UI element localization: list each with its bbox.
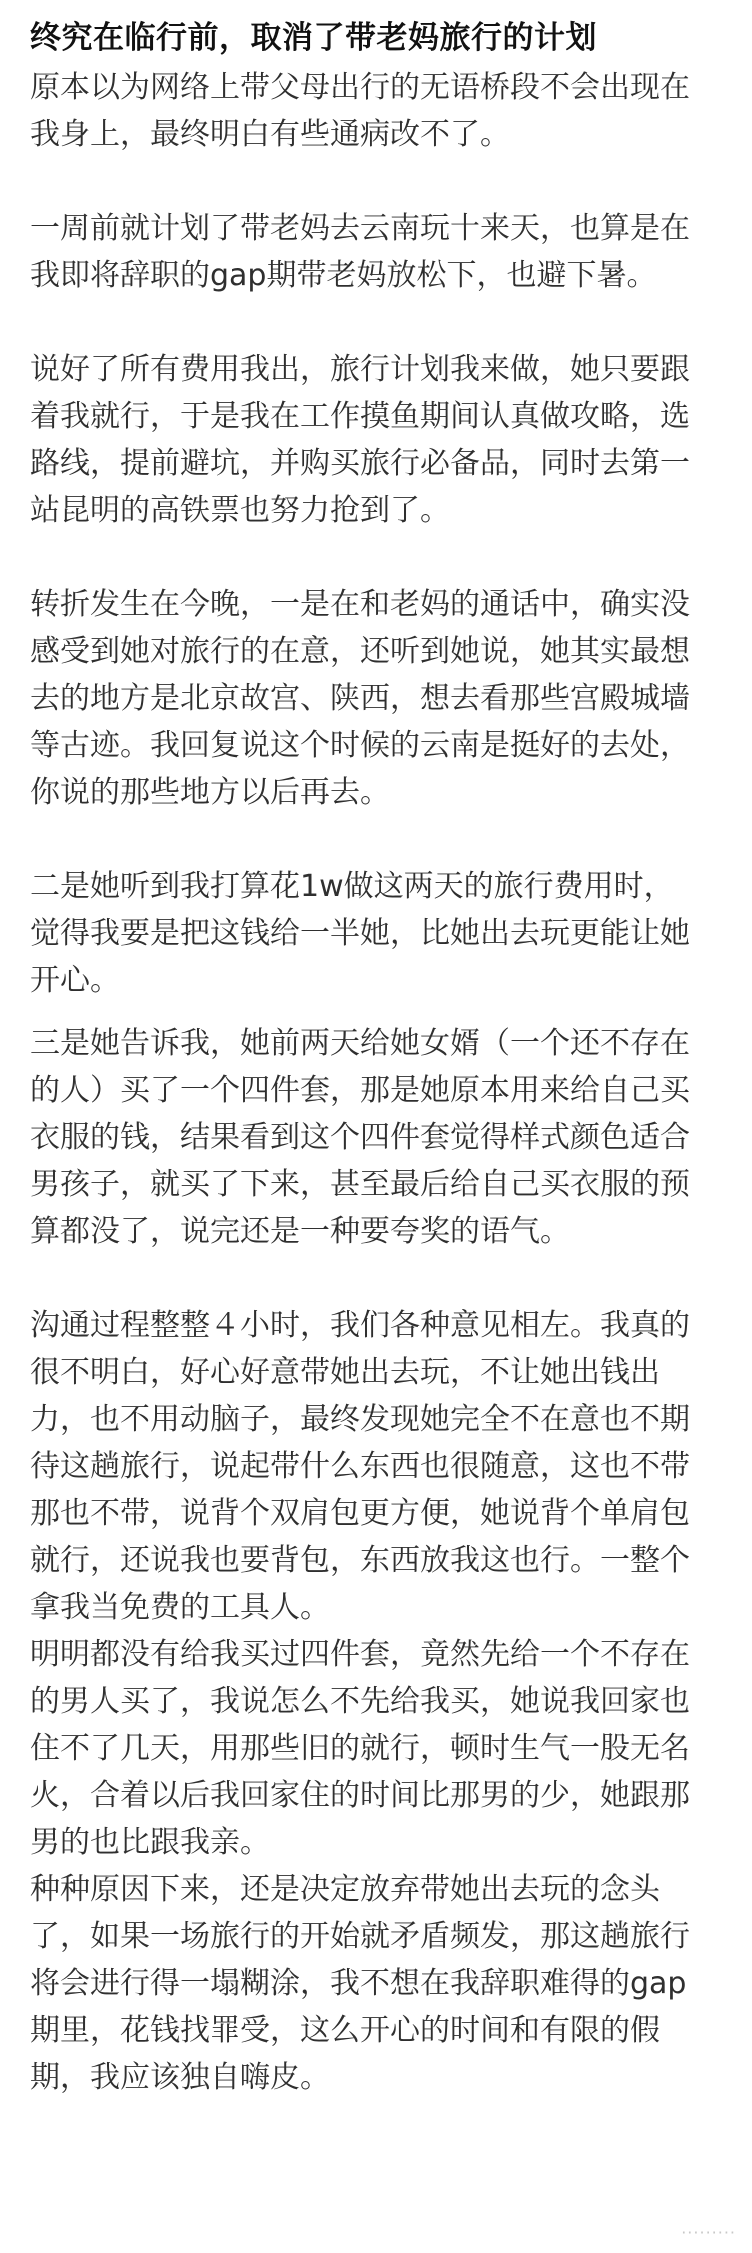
text-line: 感受到她对旅行的在意，还听到她说，她其实最想 <box>30 634 690 669</box>
text-line: 转折发生在今晚，一是在和老妈的通话中，确实没 <box>30 587 690 622</box>
text-line: 我身上，最终明白有些通病改不了。 <box>30 117 510 152</box>
text-line: 男孩子，就买了下来，甚至最后给自己买衣服的预 <box>30 1167 690 1202</box>
post-title: 终究在临行前，取消了带老妈旅行的计划 <box>30 20 597 56</box>
text-line: 待这趟旅行，说起带什么东西也很随意，这也不带 <box>30 1449 690 1484</box>
text-line: 拿我当免费的工具人。 <box>30 1590 330 1625</box>
text-line: 站昆明的高铁票也努力抢到了。 <box>30 493 450 528</box>
watermark: ········· <box>681 2223 736 2242</box>
paragraph-1 <box>30 64 726 158</box>
text-line: 二是她听到我打算花1w做这两天的旅行费用时， <box>30 869 674 904</box>
paragraph-9 <box>30 1866 726 2101</box>
text-line: 了，如果一场旅行的开始就矛盾频发，那这趟旅行 <box>30 1919 690 1954</box>
text-line: 沟通过程整整４小时，我们各种意见相左。我真的 <box>30 1308 690 1343</box>
text-line: 住不了几天，用那些旧的就行，顿时生气一股无名 <box>30 1731 690 1766</box>
text-line: 说好了所有费用我出，旅行计划我来做，她只要跟 <box>30 352 690 387</box>
paragraph-6 <box>30 1020 726 1255</box>
text-line: 就行，还说我也要背包，东西放我这也行。一整个 <box>30 1543 690 1578</box>
paragraph-spacer <box>30 1255 726 1302</box>
paragraph-spacer <box>30 1004 726 1020</box>
paragraph-2 <box>30 205 726 299</box>
text-line: 种种原因下来，还是决定放弃带她出去玩的念头 <box>30 1872 660 1907</box>
text-line: 力，也不用动脑子，最终发现她完全不在意也不期 <box>30 1402 690 1437</box>
text-line: 那也不带，说背个双肩包更方便，她说背个单肩包 <box>30 1496 690 1531</box>
text-line: 衣服的钱，结果看到这个四件套觉得样式颜色适合 <box>30 1120 690 1155</box>
text-line: 一周前就计划了带老妈去云南玩十来天，也算是在 <box>30 211 690 246</box>
text-line: 你说的那些地方以后再去。 <box>30 775 390 810</box>
paragraph-spacer <box>30 816 726 863</box>
text-line: 原本以为网络上带父母出行的无语桥段不会出现在 <box>30 70 690 105</box>
text-line: 将会进行得一塌糊涂，我不想在我辞职难得的gap <box>30 1966 687 2001</box>
paragraph-7 <box>30 1302 726 1631</box>
text-line: 明明都没有给我买过四件套，竟然先给一个不存在 <box>30 1637 690 1672</box>
text-line: 的人）买了一个四件套，那是她原本用来给自己买 <box>30 1073 690 1108</box>
text-line: 路线，提前避坑，并购买旅行必备品，同时去第一 <box>30 446 690 481</box>
text-line: 期，我应该独自嗨皮。 <box>30 2060 330 2095</box>
text-line: 觉得我要是把这钱给一半她，比她出去玩更能让她 <box>30 916 690 951</box>
paragraph-spacer <box>30 534 726 581</box>
text-line: 算都没了，说完还是一种要夸奖的语气。 <box>30 1214 570 1249</box>
paragraph-3 <box>30 346 726 534</box>
post-container <box>30 0 726 2101</box>
text-line: 着我就行，于是我在工作摸鱼期间认真做攻略，选 <box>30 399 690 434</box>
text-line: 去的地方是北京故宫、陕西，想去看那些宫殿城墙 <box>30 681 690 716</box>
paragraph-5 <box>30 863 726 1004</box>
paragraph-4 <box>30 581 726 816</box>
text-line: 火，合着以后我回家住的时间比那男的少，她跟那 <box>30 1778 690 1813</box>
text-line: 等古迹。我回复说这个时候的云南是挺好的去处， <box>30 728 690 763</box>
text-line: 很不明白，好心好意带她出去玩，不让她出钱出 <box>30 1355 660 1390</box>
text-line: 男的也比跟我亲。 <box>30 1825 270 1860</box>
text-line: 开心。 <box>30 963 120 998</box>
text-line: 期里，花钱找罪受，这么开心的时间和有限的假 <box>30 2013 660 2048</box>
text-line: 的男人买了，我说怎么不先给我买，她说我回家也 <box>30 1684 690 1719</box>
paragraph-8 <box>30 1631 726 1866</box>
post-body <box>30 64 726 2101</box>
paragraph-spacer <box>30 299 726 346</box>
text-line: 我即将辞职的gap期带老妈放松下，也避下暑。 <box>30 258 657 293</box>
paragraph-spacer <box>30 158 726 205</box>
text-line: 三是她告诉我，她前两天给她女婿（一个还不存在 <box>30 1026 690 1061</box>
